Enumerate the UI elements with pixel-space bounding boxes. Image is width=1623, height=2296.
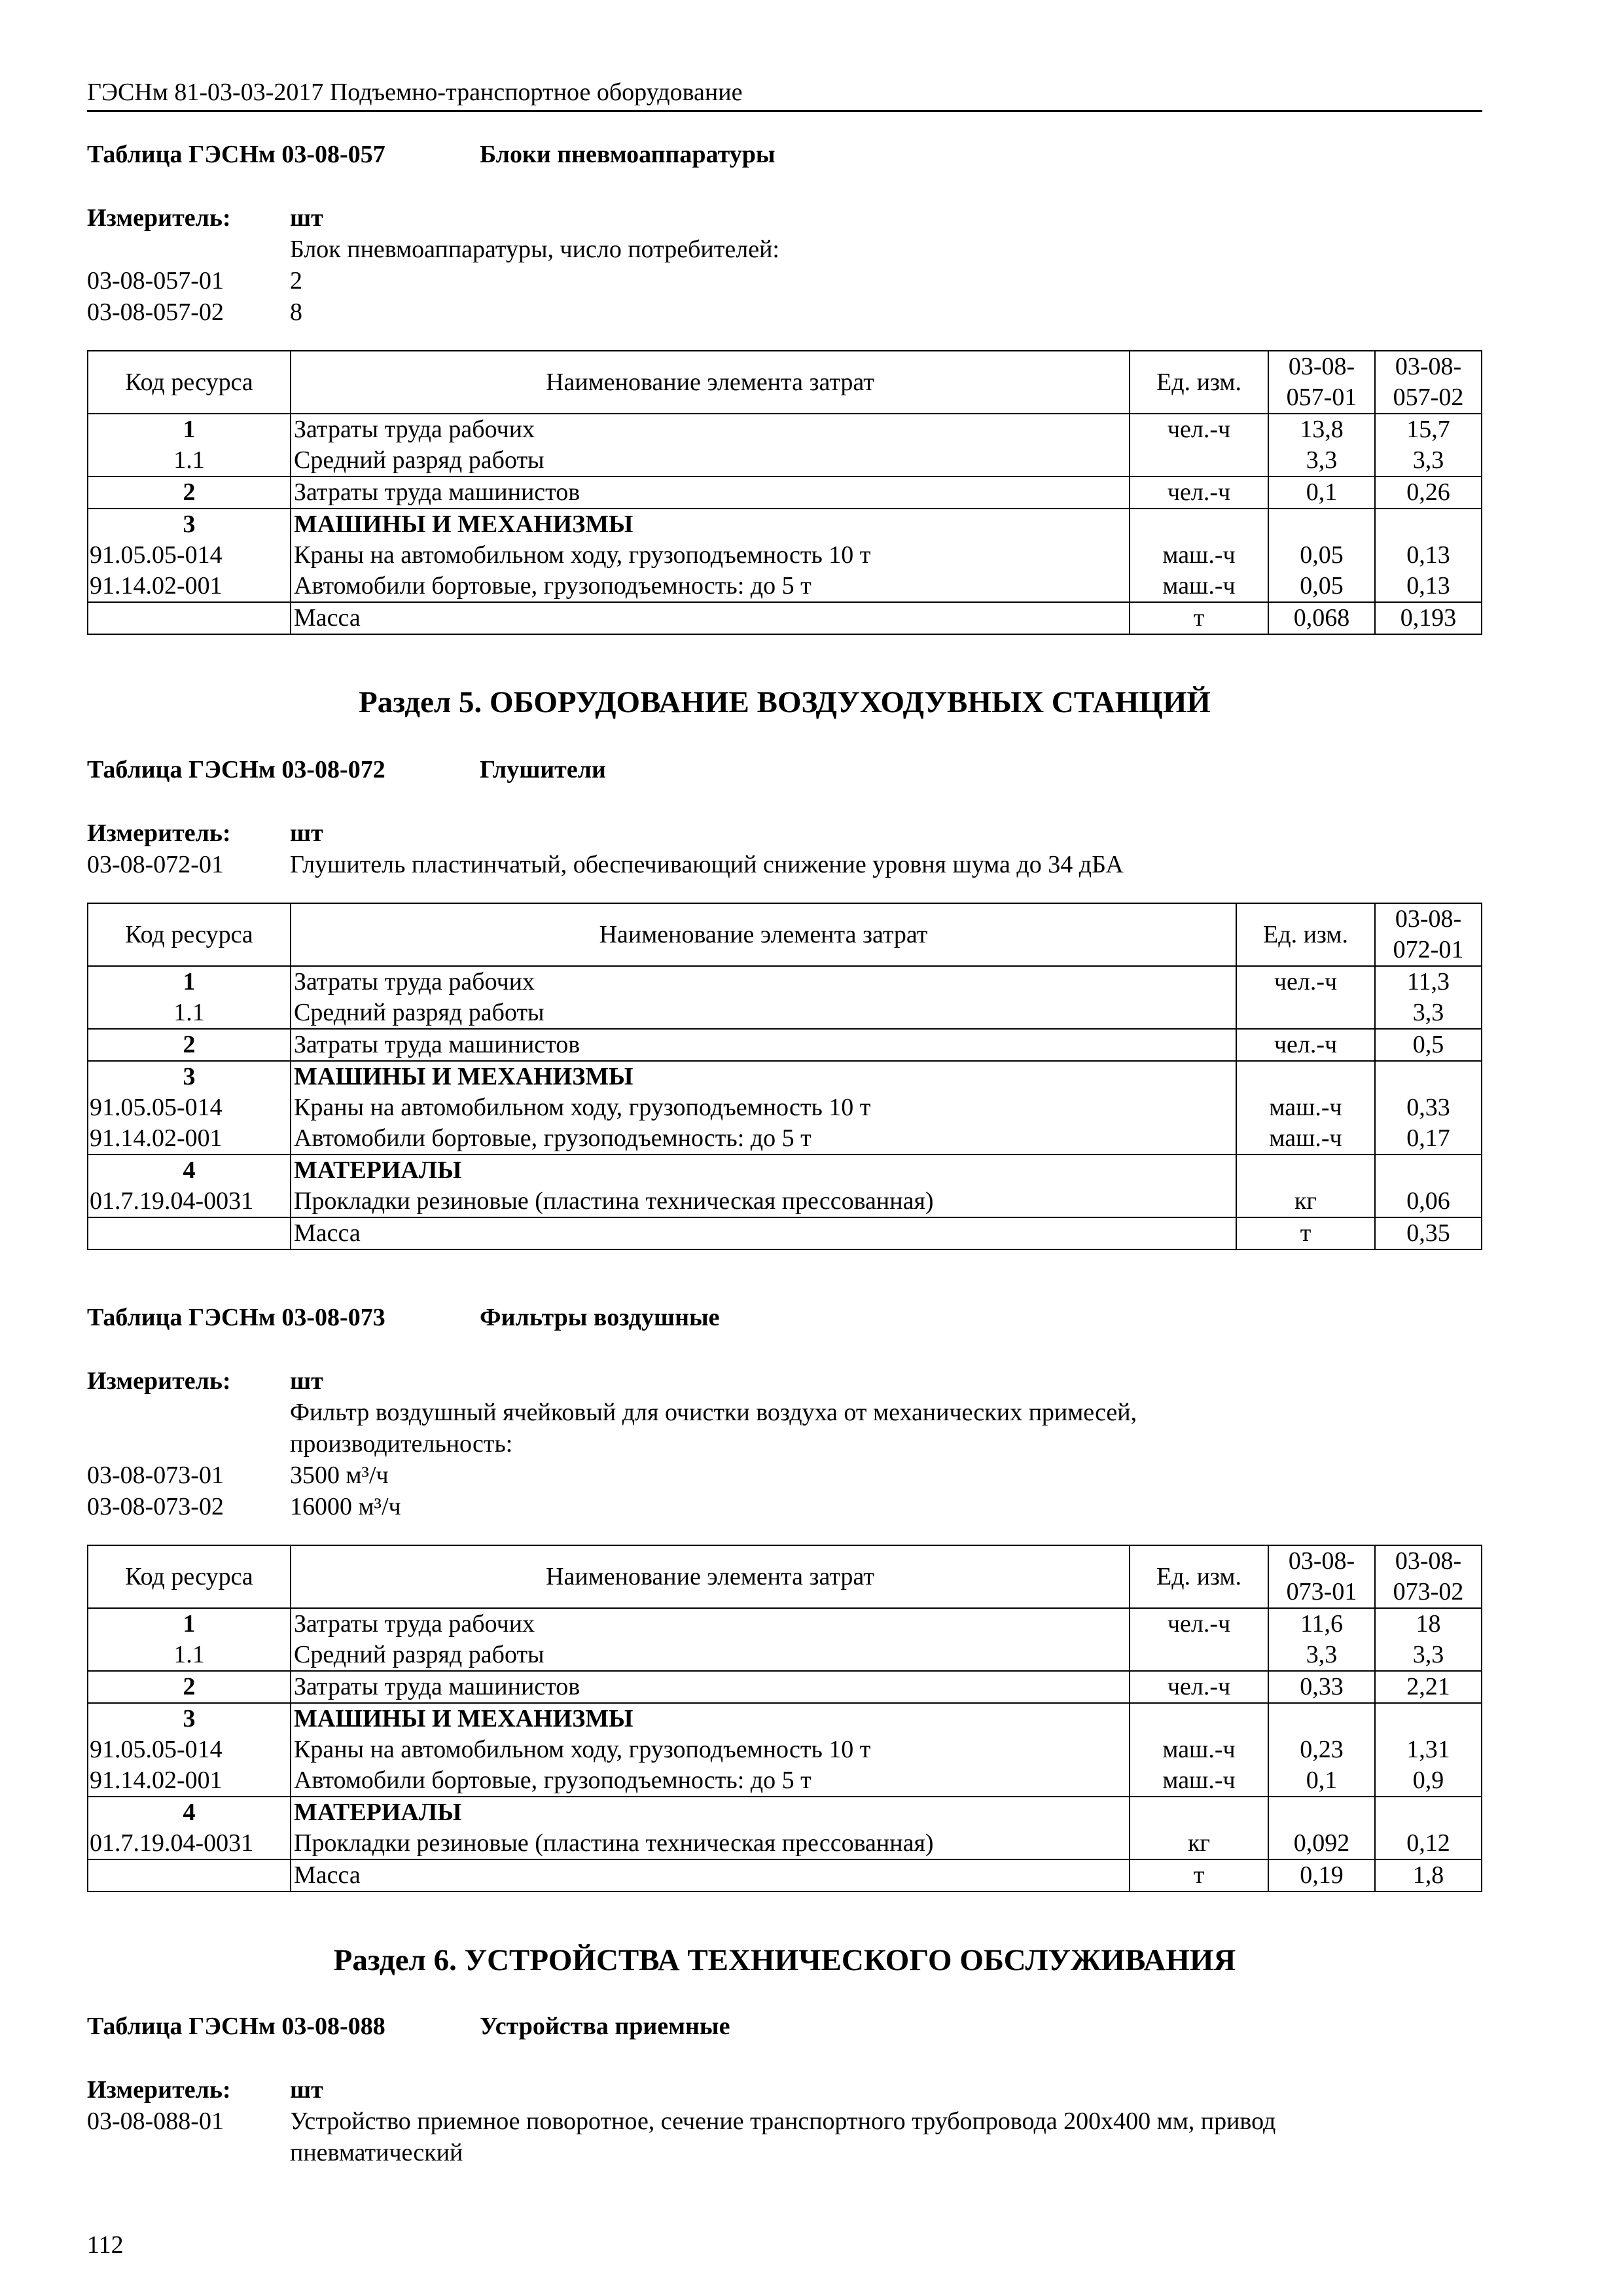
norm-value: [1375, 1061, 1482, 1092]
unit-of-measure: маш.-ч: [1130, 571, 1268, 602]
unit-of-measure: кг: [1236, 1186, 1375, 1217]
unit-of-measure: чел.-ч: [1130, 1671, 1268, 1703]
cost-element-name: МАШИНЫ И МЕХАНИЗМЫ: [291, 1061, 1236, 1092]
unit-of-measure: маш.-ч: [1236, 1092, 1375, 1123]
measure-block: [87, 202, 1482, 328]
resource-code: 3: [88, 509, 291, 540]
resource-code: 3: [88, 1061, 291, 1092]
norm-value: 0,33: [1268, 1671, 1375, 1703]
norm-value: 0,13: [1375, 540, 1482, 571]
table-row: [88, 509, 1482, 540]
cost-element-name: Краны на автомобильном ходу, грузоподъемность 10 т: [291, 1092, 1236, 1123]
cost-element-name: Масса: [291, 602, 1130, 634]
resource-code: [88, 602, 291, 634]
resource-code: 2: [88, 1029, 291, 1061]
resource-code: 01.7.19.04-0031: [88, 1186, 291, 1217]
table-row: [88, 1765, 1482, 1797]
resource-table: [87, 1545, 1482, 1892]
table-title: Устройства приемные: [480, 2013, 730, 2040]
page-number: 112: [87, 2231, 124, 2259]
table-row: [88, 1155, 1482, 1186]
norm-value: 0,5: [1375, 1029, 1482, 1061]
resource-code: 91.14.02-001: [88, 1765, 291, 1797]
table-heading: [87, 1302, 1482, 1333]
norm-value: 15,7: [1375, 414, 1482, 445]
norm-block-057: [87, 139, 1482, 635]
item-code: 03-08-072-01: [87, 851, 224, 878]
unit-of-measure: чел.-ч: [1130, 476, 1268, 509]
norm-value: 0,1: [1268, 1765, 1375, 1797]
resource-code: 2: [88, 1671, 291, 1703]
norm-value: 0,17: [1375, 1123, 1482, 1155]
resource-code: 1.1: [88, 997, 291, 1029]
norm-value: [1375, 1703, 1482, 1734]
norm-value: [1375, 1797, 1482, 1828]
norm-value: 0,05: [1268, 571, 1375, 602]
norm-value: 18: [1375, 1608, 1482, 1640]
norm-value: 11,6: [1268, 1608, 1375, 1640]
norm-value: 0,9: [1375, 1765, 1482, 1797]
unit-of-measure: [1130, 445, 1268, 476]
measure-unit: шт: [290, 204, 323, 232]
item-param: 16000 м³/ч: [290, 1493, 401, 1520]
item-description: Фильтр воздушный ячейковый для очистки воздуха от механических примесей,: [290, 1399, 1137, 1426]
measure-block: [87, 2074, 1482, 2168]
unit-of-measure: маш.-ч: [1130, 1765, 1268, 1797]
norm-value: 2,21: [1375, 1671, 1482, 1703]
table-heading: [87, 139, 1482, 170]
norm-value: 0,06: [1375, 1186, 1482, 1217]
col-header-norm: 03-08-072-01: [1375, 903, 1482, 966]
unit-of-measure: чел.-ч: [1130, 1608, 1268, 1640]
unit-of-measure: чел.-ч: [1236, 966, 1375, 997]
norm-value: 11,3: [1375, 966, 1482, 997]
col-header-unit: Ед. изм.: [1130, 1545, 1268, 1608]
col-header-name: Наименование элемента затрат: [291, 903, 1236, 966]
cost-element-name: Автомобили бортовые, грузоподъемность: до 5 т: [291, 1123, 1236, 1155]
measure-block: [87, 1365, 1482, 1522]
cost-element-name: МАШИНЫ И МЕХАНИЗМЫ: [291, 509, 1130, 540]
table-row: [88, 602, 1482, 634]
col-header-unit: Ед. изм.: [1236, 903, 1375, 966]
col-header-norm: 03-08-057-02: [1375, 351, 1482, 414]
norm-value: 3,3: [1268, 445, 1375, 476]
measure-unit: шт: [290, 2076, 323, 2104]
norm-value: 1,31: [1375, 1734, 1482, 1765]
resource-code: 01.7.19.04-0031: [88, 1828, 291, 1859]
col-header-norm: 03-08-057-01: [1268, 351, 1375, 414]
table-row: [88, 445, 1482, 476]
resource-code: 1: [88, 414, 291, 445]
cost-element-name: МАШИНЫ И МЕХАНИЗМЫ: [291, 1703, 1130, 1734]
resource-code: [88, 1859, 291, 1892]
resource-code: 1: [88, 1608, 291, 1640]
item-code: 03-08-057-02: [87, 298, 224, 326]
section-heading: Раздел 6. УСТРОЙСТВА ТЕХНИЧЕСКОГО ОБСЛУЖИВАНИЯ: [333, 1943, 1236, 1977]
cost-element-name: Затраты труда рабочих: [291, 1608, 1130, 1640]
norm-value: [1375, 1155, 1482, 1186]
table-title: Глушители: [480, 756, 606, 783]
resource-code: 4: [88, 1797, 291, 1828]
table-row: [88, 1608, 1482, 1640]
unit-of-measure: [1130, 1640, 1268, 1671]
norm-value: 13,8: [1268, 414, 1375, 445]
col-header-name: Наименование элемента затрат: [291, 1545, 1130, 1608]
table-row: [88, 1092, 1482, 1123]
cost-element-name: Масса: [291, 1217, 1236, 1249]
col-header-code: Код ресурса: [88, 1545, 291, 1608]
table-row: [88, 476, 1482, 509]
measure-unit: шт: [290, 819, 323, 847]
cost-element-name: МАТЕРИАЛЫ: [291, 1797, 1130, 1828]
norm-value: 0,12: [1375, 1828, 1482, 1859]
col-header-norm: 03-08-073-02: [1375, 1545, 1482, 1608]
cost-element-name: Средний разряд работы: [291, 445, 1130, 476]
cost-element-name: Краны на автомобильном ходу, грузоподъемность 10 т: [291, 1734, 1130, 1765]
unit-of-measure: т: [1236, 1217, 1375, 1249]
resource-code: 91.05.05-014: [88, 1734, 291, 1765]
table-row: [88, 1734, 1482, 1765]
cost-element-name: Затраты труда рабочих: [291, 966, 1236, 997]
unit-of-measure: маш.-ч: [1130, 540, 1268, 571]
norm-value: 0,092: [1268, 1828, 1375, 1859]
table-row: [88, 571, 1482, 602]
resource-code: 91.05.05-014: [88, 1092, 291, 1123]
norm-value: 3,3: [1375, 1640, 1482, 1671]
item-param: 3500 м³/ч: [290, 1462, 389, 1489]
cost-element-name: Затраты труда рабочих: [291, 414, 1130, 445]
cost-element-name: Автомобили бортовые, грузоподъемность: до 5 т: [291, 571, 1130, 602]
norm-block-088: [87, 2011, 1482, 2168]
unit-of-measure: [1130, 509, 1268, 540]
unit-of-measure: маш.-ч: [1130, 1734, 1268, 1765]
measure-block: [87, 817, 1482, 880]
resource-code: 91.05.05-014: [88, 540, 291, 571]
table-title: Блоки пневмоаппаратуры: [480, 141, 776, 168]
norm-value: 0,068: [1268, 602, 1375, 634]
cost-element-name: Масса: [291, 1859, 1130, 1892]
cost-element-name: Затраты труда машинистов: [291, 1671, 1130, 1703]
norm-value: 0,19: [1268, 1859, 1375, 1892]
norm-value: [1268, 509, 1375, 540]
cost-element-name: Средний разряд работы: [291, 1640, 1130, 1671]
item-code: 03-08-073-02: [87, 1493, 224, 1520]
resource-code: 1.1: [88, 445, 291, 476]
unit-of-measure: маш.-ч: [1236, 1123, 1375, 1155]
table-row: [88, 1671, 1482, 1703]
norm-value: 0,193: [1375, 602, 1482, 634]
table-row: [88, 1703, 1482, 1734]
resource-code: 4: [88, 1155, 291, 1186]
item-description: Блок пневмоаппаратуры, число потребителей:: [290, 236, 779, 263]
norm-value: 3,3: [1375, 445, 1482, 476]
table-row: [88, 1186, 1482, 1217]
norm-block-072: [87, 755, 1482, 1250]
col-header-name: Наименование элемента затрат: [291, 351, 1130, 414]
unit-of-measure: [1130, 1703, 1268, 1734]
norm-value: 0,33: [1375, 1092, 1482, 1123]
table-row: [88, 414, 1482, 445]
norm-block-073: [87, 1302, 1482, 1892]
norm-value: 3,3: [1268, 1640, 1375, 1671]
measure-label: Измеритель:: [87, 204, 231, 232]
norm-value: 0,23: [1268, 1734, 1375, 1765]
table-row: [88, 1640, 1482, 1671]
unit-of-measure: т: [1130, 1859, 1268, 1892]
resource-code: 91.14.02-001: [88, 571, 291, 602]
resource-code: [88, 1217, 291, 1249]
item-code: 03-08-073-01: [87, 1462, 224, 1489]
table-number: Таблица ГЭСНм 03-08-072: [87, 756, 385, 783]
resource-code: 1.1: [88, 1640, 291, 1671]
norm-value: [1268, 1797, 1375, 1828]
unit-of-measure: т: [1130, 602, 1268, 634]
unit-of-measure: чел.-ч: [1236, 1029, 1375, 1061]
item-param: 2: [290, 267, 302, 295]
table-row: [88, 997, 1482, 1029]
item-param: Глушитель пластинчатый, обеспечивающий снижение уровня шума до 34 дБА: [290, 851, 1124, 878]
table-heading: [87, 755, 1482, 785]
resource-code: 91.14.02-001: [88, 1123, 291, 1155]
col-header-code: Код ресурса: [88, 903, 291, 966]
item-param: Устройство приемное поворотное, сечение транспортного трубопровода 200x400 мм, привод: [290, 2108, 1276, 2135]
item-code: 03-08-057-01: [87, 267, 224, 295]
item-code: 03-08-088-01: [87, 2108, 224, 2135]
table-heading: [87, 2011, 1482, 2041]
norm-value: [1268, 1703, 1375, 1734]
resource-table: [87, 350, 1482, 635]
norm-value: 3,3: [1375, 997, 1482, 1029]
measure-label: Измеритель:: [87, 1367, 231, 1395]
norm-value: 0,35: [1375, 1217, 1482, 1249]
section-heading: Раздел 5. ОБОРУДОВАНИЕ ВОЗДУХОДУВНЫХ СТАНЦИЙ: [359, 685, 1211, 719]
unit-of-measure: [1236, 1155, 1375, 1186]
unit-of-measure: [1236, 1061, 1375, 1092]
resource-table: [87, 903, 1482, 1250]
table-number: Таблица ГЭСНм 03-08-057: [87, 141, 385, 168]
table-number: Таблица ГЭСНм 03-08-073: [87, 1304, 385, 1331]
running-header: ГЭСНм 81-03-03-2017 Подъемно-транспортное оборудование: [87, 77, 1482, 112]
cost-element-name: Затраты труда машинистов: [291, 1029, 1236, 1061]
table-row: [88, 1061, 1482, 1092]
measure-label: Измеритель:: [87, 2076, 231, 2104]
norm-value: 0,1: [1268, 476, 1375, 509]
table-row: [88, 1828, 1482, 1859]
norm-value: 0,13: [1375, 571, 1482, 602]
item-description: производительность:: [290, 1430, 513, 1458]
table-title: Фильтры воздушные: [480, 1304, 720, 1331]
item-param: пневматический: [290, 2139, 463, 2166]
measure-unit: шт: [290, 1367, 323, 1395]
resource-code: 3: [88, 1703, 291, 1734]
col-header-unit: Ед. изм.: [1130, 351, 1268, 414]
table-row: [88, 1859, 1482, 1892]
unit-of-measure: [1236, 997, 1375, 1029]
cost-element-name: Затраты труда машинистов: [291, 476, 1130, 509]
unit-of-measure: [1130, 1797, 1268, 1828]
table-row: [88, 966, 1482, 997]
unit-of-measure: чел.-ч: [1130, 414, 1268, 445]
unit-of-measure: кг: [1130, 1828, 1268, 1859]
measure-label: Измеритель:: [87, 819, 231, 847]
resource-code: 1: [88, 966, 291, 997]
table-row: [88, 1029, 1482, 1061]
cost-element-name: Средний разряд работы: [291, 997, 1236, 1029]
norm-value: 0,05: [1268, 540, 1375, 571]
col-header-code: Код ресурса: [88, 351, 291, 414]
norm-value: [1375, 509, 1482, 540]
resource-code: 2: [88, 476, 291, 509]
norm-value: 1,8: [1375, 1859, 1482, 1892]
col-header-norm: 03-08-073-01: [1268, 1545, 1375, 1608]
table-row: [88, 1797, 1482, 1828]
item-param: 8: [290, 298, 302, 326]
table-number: Таблица ГЭСНм 03-08-088: [87, 2013, 385, 2040]
cost-element-name: Прокладки резиновые (пластина техническая прессованная): [291, 1828, 1130, 1859]
table-row: [88, 1217, 1482, 1249]
cost-element-name: Автомобили бортовые, грузоподъемность: до 5 т: [291, 1765, 1130, 1797]
table-row: [88, 540, 1482, 571]
norm-value: 0,26: [1375, 476, 1482, 509]
cost-element-name: Прокладки резиновые (пластина техническая прессованная): [291, 1186, 1236, 1217]
cost-element-name: Краны на автомобильном ходу, грузоподъемность 10 т: [291, 540, 1130, 571]
table-row: [88, 1123, 1482, 1155]
cost-element-name: МАТЕРИАЛЫ: [291, 1155, 1236, 1186]
